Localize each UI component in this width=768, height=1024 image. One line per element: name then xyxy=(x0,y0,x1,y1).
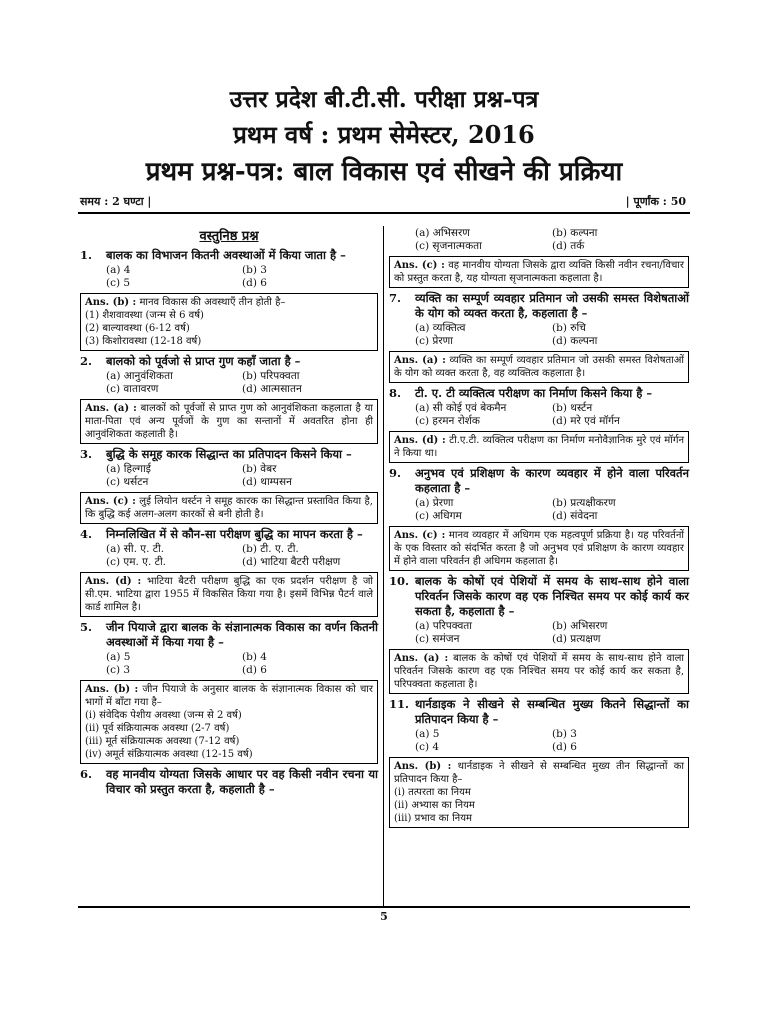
option: (c) एम. ए. टी. xyxy=(106,556,167,568)
answer-text: व्यक्ति का सम्पूर्ण व्यवहार प्रतिमान जो उसकी समस्त विशेषताओं के योग को व्यक्त करता है, वह व्यक्तित्व कहलाता है। xyxy=(394,355,684,379)
answer-text: मानव विकास की अवस्थाएँ तीन होती है– xyxy=(139,297,286,308)
answer-label: Ans. (c) : xyxy=(394,530,446,541)
answer-line: (3) किशोरावस्था (12-18 वर्ष) xyxy=(85,336,202,347)
answer-text: बालकों को पूर्वजों से प्राप्त गुण को आनुवंशिकता कहलाता है या माता-पिता एवं अन्य पूर्वजों के गुण का सन्तानों में अवतरित होना ही आनुवंशिकता कहलाती है। xyxy=(85,403,373,440)
answer-text: टी.ए.टी. व्यक्तित्व परीक्षण का निर्माण मनोवैज्ञानिक मुरे एवं मॉर्गन ने किया था। xyxy=(394,435,685,459)
answer-text: भाटिया बैटरी परीक्षण बुद्धि का एक प्रदर्शन परीक्षण है जो सी.एम. भाटिया द्वारा 1955 में विकसित किया गया है। इसमें विभिन्न पैटर्न वाले कार्ड शामिल है। xyxy=(85,576,374,613)
options xyxy=(389,620,689,646)
answer-text: वह मानवीय योग्यता जिसके द्वारा व्यक्ति किसी नवीन रचना/विचार को प्रस्तुत करता है, यह योग्यता सृजनात्मकता कहलाता है। xyxy=(394,260,684,284)
answer-label: Ans. (b) : xyxy=(85,684,139,695)
options xyxy=(80,463,378,489)
question-number: 7. xyxy=(389,291,402,305)
question-number: 9. xyxy=(389,466,402,480)
question-8 xyxy=(389,386,689,401)
option: (d) मरे एवं मॉर्गन xyxy=(552,415,620,427)
option: (d) 6 xyxy=(242,664,267,676)
header-divider xyxy=(78,212,690,214)
option: (a) सी कोई एवं बेकमैन xyxy=(415,402,507,414)
option: (a) अभिसरण xyxy=(415,227,470,239)
option: (a) 5 xyxy=(415,728,440,740)
answer-line: (i) संवेदिक पेशीय अवस्था (जन्म से 2 वर्ष) xyxy=(85,710,242,721)
option: (c) हरमन रोर्शक xyxy=(415,415,480,427)
option: (b) थर्स्टन xyxy=(552,402,593,414)
question-text: बालक के कोषों एवं पेशियों में समय के साथ-साथ होने वाला परिवर्तन जिसके कारण वह एक निश्चित समय पर कोई कार्य कर सकता है, कहलाता है – xyxy=(415,574,689,618)
options xyxy=(80,264,378,290)
options xyxy=(389,497,689,523)
question-5 xyxy=(80,620,378,650)
option: (c) वातावरण xyxy=(106,383,159,395)
question-number: 10. xyxy=(389,574,410,588)
option: (a) आनुवंशिकता xyxy=(106,370,173,382)
answer-label: Ans. (c) : xyxy=(394,260,445,271)
question-3 xyxy=(80,447,378,462)
option: (a) 4 xyxy=(106,264,131,276)
exam-time: समय : 2 घण्टा | xyxy=(80,195,152,208)
question-number: 8. xyxy=(389,386,402,400)
answer-text: मानव व्यवहार में अधिगम एक महत्वपूर्ण प्रक्रिया है। यह परिवर्तनों के एक विस्तार को संदर्भित करता है जो अनुभव एवं प्रशिक्षण के कारण व्यवहार में होने वाला परिवर्तन ही अधिगम कहलाता है। xyxy=(394,530,684,567)
option: (b) 3 xyxy=(552,728,577,740)
option: (b) परिपक्वता xyxy=(242,370,300,382)
option: (b) रुचि xyxy=(552,322,586,334)
right-column xyxy=(389,226,689,831)
options xyxy=(80,543,378,569)
question-1 xyxy=(80,248,378,263)
answer-line: (ii) पूर्व संक्रियात्मक अवस्था (2-7 वर्ष) xyxy=(85,723,230,734)
options xyxy=(389,322,689,348)
option: (c) 4 xyxy=(415,741,440,753)
options xyxy=(389,728,689,754)
option: (c) प्रेरणा xyxy=(415,335,453,347)
answer-box xyxy=(389,526,689,571)
option: (a) सी. ए. टी. xyxy=(106,543,165,555)
question-number: 2. xyxy=(80,354,93,368)
option: (d) संवेदना xyxy=(552,510,598,522)
question-2 xyxy=(80,354,378,369)
option: (b) प्रत्यक्षीकरण xyxy=(552,497,616,509)
question-number: 5. xyxy=(80,620,93,634)
option: (d) 6 xyxy=(552,741,577,753)
answer-label: Ans. (a) : xyxy=(394,355,446,366)
answer-text: जीन पियाजे के अनुसार बालक के संज्ञानात्मक विकास को चार भागों में बाँटा गया है– xyxy=(85,684,373,708)
answer-box xyxy=(80,572,378,617)
question-text: निम्नलिखित में से कौन-सा परीक्षण बुद्धि का मापन करता है – xyxy=(106,527,363,541)
option: (d) प्रत्यक्षण xyxy=(552,633,601,645)
options xyxy=(389,402,689,428)
exam-marks: | पूर्णांक : 50 xyxy=(625,195,686,208)
question-7 xyxy=(389,291,689,321)
answer-box xyxy=(389,431,689,463)
left-column xyxy=(80,226,378,797)
option: (d) आत्मसातन xyxy=(242,383,302,395)
answer-label: Ans. (d) : xyxy=(85,576,142,587)
question-6 xyxy=(80,767,378,797)
page-number: 5 xyxy=(380,910,388,923)
answer-label: Ans. (d) : xyxy=(394,435,446,446)
options xyxy=(80,370,378,396)
answer-text: लुई लियोन थर्स्टन ने समूह कारक का सिद्धान्त प्रस्तावित किया है, कि बुद्धि कई अलग-अलग कारकों से बनी होती है। xyxy=(85,496,373,520)
question-text: बालको को पूर्वजो से प्राप्त गुण कहाँ जाता है – xyxy=(106,354,301,368)
question-9 xyxy=(389,466,689,496)
option: (a) प्रेरणा xyxy=(415,497,454,509)
question-4 xyxy=(80,527,378,542)
answer-line: (iv) अमूर्त संक्रियात्मक अवस्था (12-15 वर्ष) xyxy=(85,749,253,760)
option: (b) वेबर xyxy=(242,463,277,475)
options xyxy=(80,651,378,677)
option: (b) अभिसरण xyxy=(552,620,608,632)
option: (d) थाम्पसन xyxy=(242,476,292,488)
question-text: अनुभव एवं प्रशिक्षण के कारण व्यवहार में होने वाला परिवर्तन कहलाता है – xyxy=(415,466,689,495)
option: (b) 3 xyxy=(242,264,267,276)
question-10 xyxy=(389,574,689,619)
answer-label: Ans. (b) : xyxy=(85,297,137,308)
option: (c) समंजन xyxy=(415,633,460,645)
column-divider xyxy=(383,226,384,906)
question-number: 3. xyxy=(80,447,93,461)
answer-line: (iii) मूर्त संक्रियात्मक अवस्था (7-12 वर्ष) xyxy=(85,736,240,747)
footer-divider xyxy=(78,906,690,908)
answer-box xyxy=(80,293,378,351)
answer-box xyxy=(389,256,689,288)
question-11 xyxy=(389,697,689,727)
answer-box xyxy=(389,351,689,383)
question-number: 11. xyxy=(389,697,410,711)
question-text: बालक का विभाजन कितनी अवस्थाओं में किया जाता है – xyxy=(106,248,346,262)
answer-line: (1) शैशवावस्था (जन्म से 6 वर्ष) xyxy=(85,310,204,321)
answer-line: (2) बाल्यावस्था (6-12 वर्ष) xyxy=(85,323,190,334)
option: (c) थर्सटन xyxy=(106,476,149,488)
answer-label: Ans. (c) : xyxy=(85,496,136,507)
paper-year-semester: प्रथम वर्ष : प्रथम सेमेस्टर, 2016 xyxy=(233,120,535,149)
answer-text: थार्नडाइक ने सीखने से सम्बन्धित मुख्य तीन सिद्धान्तों का प्रतिपादन किया है– xyxy=(394,761,685,785)
section-title: वस्तुनिष्ठ प्रश्न xyxy=(199,229,259,244)
answer-text: बालक के कोषों एवं पेशियों में समय के साथ-साथ होने वाला परिवर्तन जिसके कारण वह एक निश्चित समय पर कोई कार्य कर सकता है, परिपक्वता कहलाता है। xyxy=(394,653,684,690)
question-text: व्यक्ति का सम्पूर्ण व्यवहार प्रतिमान जो उसकी समस्त विशेषताओं के योग को व्यक्त करता है, कहलाता है – xyxy=(415,291,689,320)
answer-label: Ans. (b) : xyxy=(394,761,452,772)
question-text: बुद्धि के समूह कारक सिद्धान्त का प्रतिपादन किसने किया – xyxy=(106,447,352,461)
answer-box xyxy=(80,492,378,524)
answer-line: (i) तत्परता का नियम xyxy=(394,787,471,798)
paper-subject: प्रथम प्रश्न-पत्र: बाल विकास एवं सीखने की प्रक्रिया xyxy=(145,157,623,187)
answer-box xyxy=(389,649,689,694)
question-text: थार्नडाइक ने सीखने से सम्बन्धित मुख्य कितने सिद्धान्तों का प्रतिपादन किया है – xyxy=(415,697,689,726)
question-number: 6. xyxy=(80,767,93,781)
answer-line: (iii) प्रभाव का नियम xyxy=(394,813,472,824)
option: (b) 4 xyxy=(242,651,267,663)
option: (c) अधिगम xyxy=(415,510,462,522)
option: (a) 5 xyxy=(106,651,131,663)
answer-box xyxy=(80,399,378,444)
option: (a) परिपक्वता xyxy=(415,620,472,632)
option: (c) सृजनात्मकता xyxy=(415,240,482,252)
answer-box xyxy=(389,757,689,828)
option: (d) तर्क xyxy=(552,240,585,252)
option: (c) 3 xyxy=(106,664,131,676)
option: (c) 5 xyxy=(106,277,131,289)
answer-label: Ans. (a) : xyxy=(394,653,449,664)
option: (b) टी. ए. टी. xyxy=(242,543,299,555)
question-text: वह मानवीय योग्यता जिसके आधार पर वह किसी नवीन रचना या विचार को प्रस्तुत करता है, कहलाती है – xyxy=(106,767,378,796)
paper-title: उत्तर प्रदेश बी.टी.सी. परीक्षा प्रश्न-पत्र xyxy=(229,86,539,113)
answer-label: Ans. (a) : xyxy=(85,403,137,414)
question-number: 1. xyxy=(80,248,93,262)
question-text: जीन पियाजे द्वारा बालक के संज्ञानात्मक विकास का वर्णन कितनी अवस्थाओं में किया गया है – xyxy=(106,620,378,649)
answer-box xyxy=(80,680,378,764)
question-number: 4. xyxy=(80,527,93,541)
option: (d) कल्पना xyxy=(552,335,598,347)
option: (d) 6 xyxy=(242,277,267,289)
option: (a) व्यक्तित्व xyxy=(415,322,466,334)
options xyxy=(389,227,689,253)
answer-line: (ii) अभ्यास का नियम xyxy=(394,800,475,811)
question-text: टी. ए. टी व्यक्तित्व परीक्षण का निर्माण किसने किया है – xyxy=(415,386,653,400)
option: (b) कल्पना xyxy=(552,227,598,239)
option: (d) भाटिया बैटरी परीक्षण xyxy=(242,556,341,568)
option: (a) हिल्गाई xyxy=(106,463,151,475)
